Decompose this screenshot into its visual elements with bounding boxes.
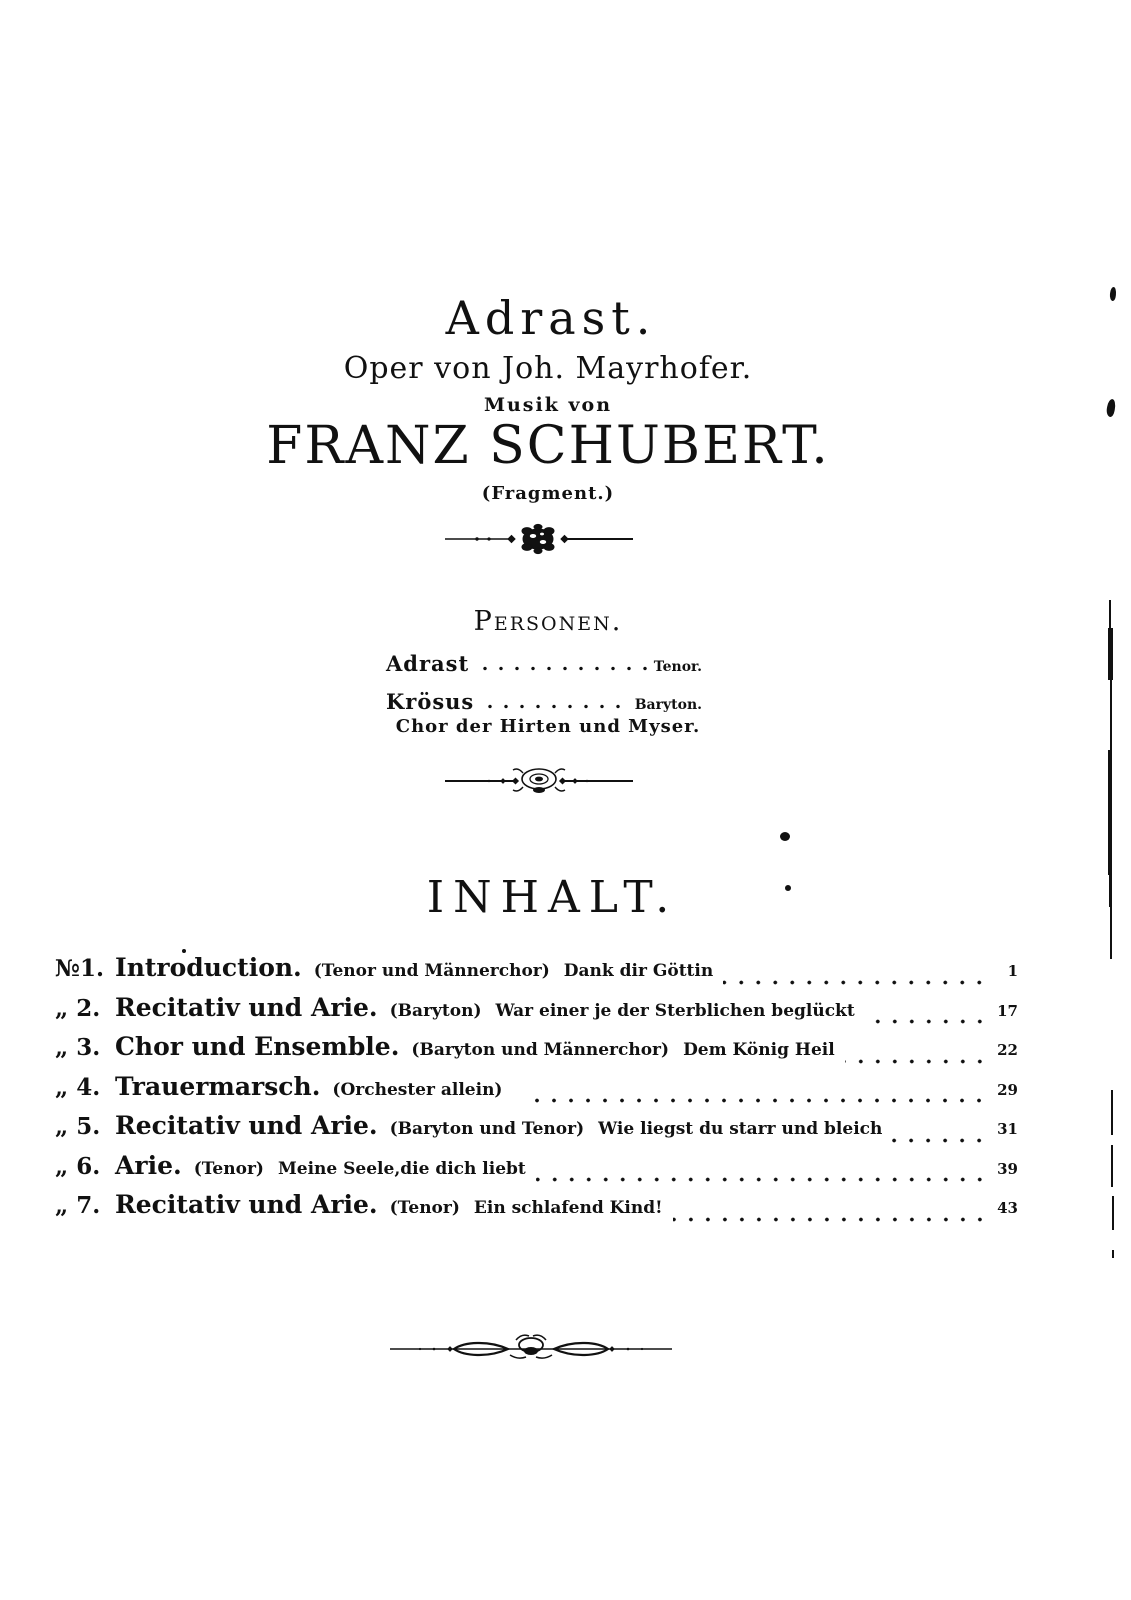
ink-speck [780,832,790,841]
dot-leader [673,1217,988,1222]
dot-leader [477,666,648,671]
person-name: Krösus [386,689,475,714]
toc-page-number: 29 [997,1080,1018,1099]
scan-artifact-line [1110,907,1112,959]
toc-incipit: War einer je der Sterblichen beglückt [495,1000,855,1021]
toc-number: „ 2. [55,994,101,1022]
toc-forces: (Orchester allein) [332,1079,503,1100]
toc-incipit: Wie liegst du starr und bleich [598,1119,883,1139]
composer-name: FRANZ SCHUBERT. [266,416,830,476]
toc-row [55,953,1018,993]
person-row [386,651,702,676]
toc-number: „ 3. [55,1034,101,1061]
dot-leader [865,1019,988,1024]
fragment-note: (Fragment.) [481,483,615,504]
table-of-contents [55,953,1018,1230]
toc-number: „ 5. [55,1113,101,1140]
toc-row [55,1032,1018,1072]
toc-number: №1. [55,955,105,982]
work-title: Adrast. [445,291,657,345]
ink-speck [1105,398,1116,417]
divider-ring-rosette-icon [443,763,635,799]
scan-artifact-line [1112,1250,1114,1258]
toc-row [55,1111,1018,1151]
scan-artifact-line [1108,750,1112,875]
toc-page-number: 22 [997,1041,1018,1059]
person-voice: Tenor. [653,659,702,675]
toc-title: Chor und Ensemble. [115,1032,400,1061]
scan-artifact-line [1112,1196,1114,1230]
scan-artifact-line [1109,875,1112,907]
toc-incipit: Dank dir Göttin [563,961,714,981]
dot-leader [526,1098,988,1103]
toc-number: „ 6. [55,1152,101,1180]
scan-artifact-line [1111,1145,1113,1187]
music-by-label: Musik von [483,394,613,416]
dot-leader [482,704,628,709]
person-name: Adrast [386,651,470,676]
toc-forces: (Tenor und Männerchor) [313,961,550,981]
toc-title: Recitativ und Arie. [115,1111,378,1140]
toc-row [55,1151,1018,1191]
inhalt-heading: INHALT. [426,872,679,923]
toc-title: Arie. [115,1150,182,1180]
dot-leader [845,1059,988,1064]
toc-title: Introduction. [115,953,302,982]
toc-title: Recitativ und Arie. [115,1190,378,1219]
tail-ornament-icon [390,1332,672,1362]
ink-speck [1109,287,1116,302]
toc-row [55,1072,1018,1112]
scan-artifact-line [1110,680,1112,750]
scan-artifact-line [1111,1090,1113,1135]
dot-leader [723,980,988,985]
dot-leader [892,1138,988,1143]
toc-row [55,993,1018,1033]
toc-forces: (Tenor) [193,1158,264,1179]
personen-heading: Personen. [473,606,623,637]
toc-page-number: 43 [997,1199,1018,1217]
toc-forces: (Tenor) [389,1198,460,1218]
toc-page-number: 17 [997,1001,1018,1020]
toc-incipit: Dem König Heil [683,1040,835,1060]
toc-forces: (Baryton und Tenor) [389,1119,585,1139]
divider-rosette-icon [443,522,635,556]
toc-incipit: Ein schlafend Kind! [473,1198,663,1218]
chorus-line: Chor der Hirten und Myser. [395,716,701,737]
toc-forces: (Baryton und Männerchor) [411,1040,670,1060]
dot-leader [536,1177,988,1182]
person-voice: Baryton. [634,697,702,713]
toc-title: Recitativ und Arie. [115,992,378,1022]
scan-artifact-line [1108,628,1113,680]
toc-number: „ 7. [55,1192,101,1219]
person-row [386,689,702,714]
toc-forces: (Baryton) [389,1000,482,1021]
toc-page-number: 31 [997,1120,1018,1138]
toc-page-number: 39 [997,1159,1018,1178]
toc-number: „ 4. [55,1073,101,1101]
toc-page-number: 1 [1007,962,1018,980]
toc-incipit: Meine Seele,die dich liebt [277,1158,526,1179]
toc-title: Trauermarsch. [115,1071,321,1101]
toc-row [55,1190,1018,1230]
librettist-line: Oper von Joh. Mayrhofer. [343,351,753,386]
